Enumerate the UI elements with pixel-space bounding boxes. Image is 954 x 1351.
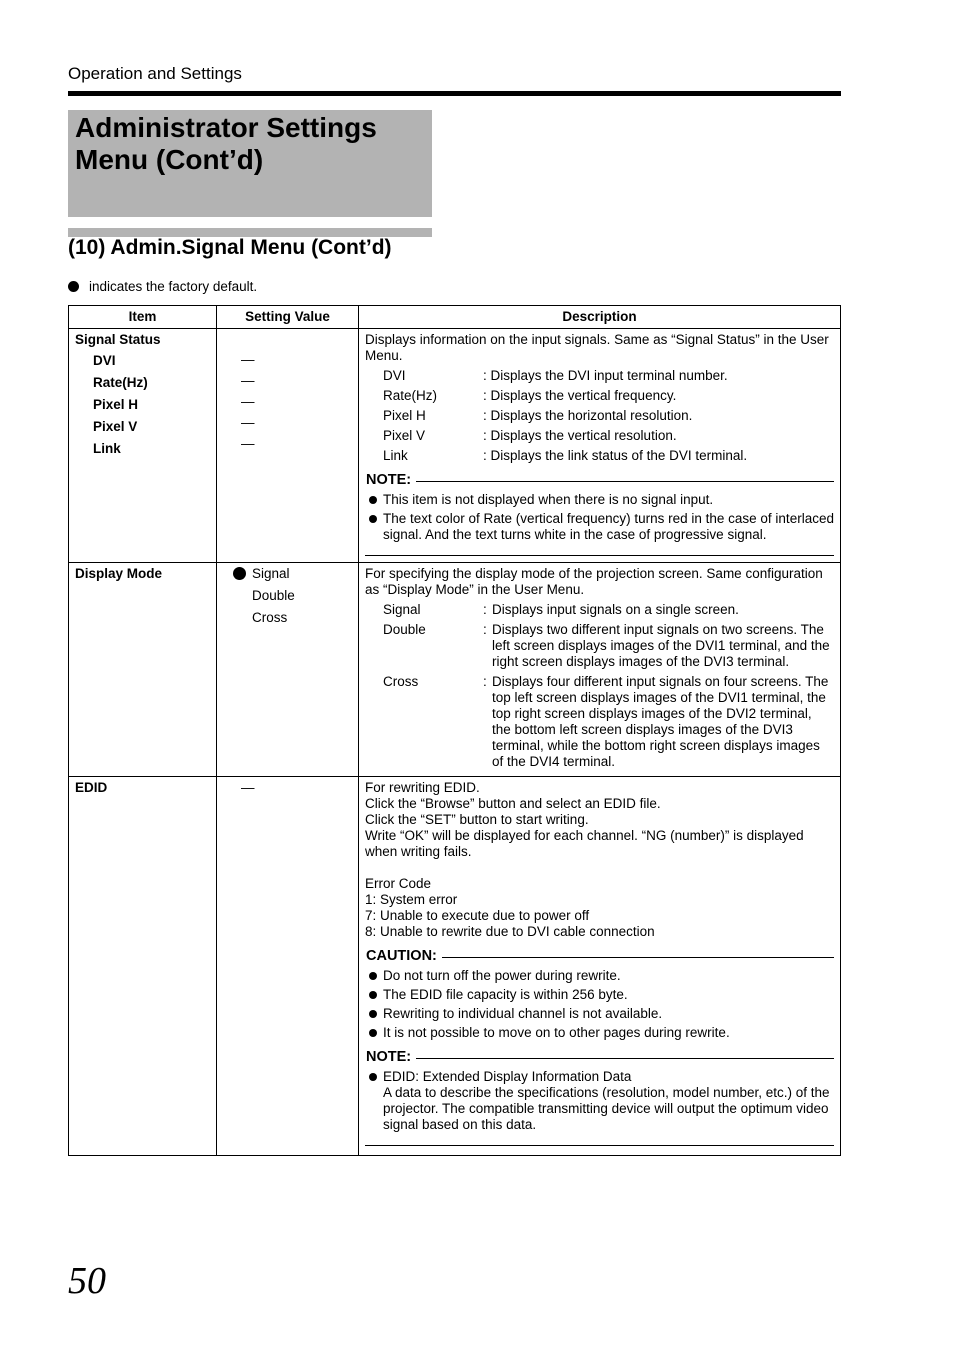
- page-title-line1: Administrator Settings: [75, 112, 377, 143]
- note-rule: [416, 481, 834, 482]
- definition-colon: :: [483, 622, 487, 637]
- option-double: [217, 585, 358, 607]
- definition-row: [365, 622, 834, 670]
- page-title: [75, 112, 377, 176]
- caution-item: The EDID file capacity is within 256 byte.: [365, 987, 834, 1003]
- definition-text: Displays four different input signals on four screens. The top left screen displays images of the DVI1 terminal, the top right screen displays images of the DVI2 terminal, the bottom left screen displays images of the DVI3 terminal, while the bottom right screen displays images of the DVI4 terminal.: [492, 674, 829, 769]
- option-label: Cross: [252, 610, 288, 625]
- sub-item-link: Link: [93, 441, 121, 456]
- legend: [68, 279, 257, 294]
- sub-item-pixel-h: Pixel H: [93, 397, 139, 412]
- error-code-line: 7: Unable to execute due to power off: [365, 908, 590, 923]
- definition-colon: :: [483, 602, 487, 617]
- caution-item: It is not possible to move on to other pages during rewrite.: [365, 1025, 834, 1041]
- caution-item: Rewriting to individual channel is not available.: [365, 1006, 834, 1022]
- edid-line: Click the “SET” button to start writing.: [365, 812, 589, 827]
- note-heading: [365, 1049, 834, 1065]
- note-label: NOTE:: [366, 472, 412, 488]
- definition-term: Pixel V: [383, 428, 426, 443]
- definition-row: [365, 428, 834, 444]
- definition-text: Displays input signals on a single screen.: [492, 602, 739, 617]
- option-cross: [217, 607, 358, 629]
- sub-item-pixel-v: Pixel V: [93, 419, 138, 434]
- option-label: Signal: [252, 566, 290, 581]
- definition-term: Double: [383, 622, 426, 637]
- value-cell: [217, 777, 359, 1156]
- definition-term: Signal: [383, 602, 421, 617]
- note-heading: [365, 472, 834, 488]
- sub-item-dvi: DVI: [93, 353, 116, 368]
- table-row: [69, 777, 841, 1156]
- option-label: Double: [252, 588, 295, 603]
- value-cell: [217, 563, 359, 777]
- page-number: 50: [68, 1260, 106, 1302]
- note-end-rule: [365, 555, 834, 556]
- definition-term: Pixel H: [383, 408, 426, 423]
- option-signal: [217, 563, 358, 585]
- description-cell: [359, 563, 841, 777]
- note-title: EDID: Extended Display Information Data: [383, 1069, 632, 1084]
- edid-line: Write “OK” will be displayed for each channel. “NG (number)” is displayed when writing fails.: [365, 828, 804, 859]
- page-title-line2: Menu (Cont’d): [75, 144, 264, 175]
- note-item: The text color of Rate (vertical frequency) turns red in the case of interlaced signal. And the text turns white in the case of progressive signal.: [365, 511, 834, 543]
- value-dash: —: [241, 436, 255, 451]
- subheading: (10) Admin.Signal Menu (Cont’d): [68, 236, 392, 259]
- default-dot-icon: [233, 567, 246, 580]
- value-dash: —: [241, 780, 255, 795]
- definition-text: : Displays the vertical resolution.: [483, 428, 677, 443]
- value-dash: —: [241, 373, 255, 388]
- value-dash: —: [241, 352, 255, 367]
- definition-row: [365, 674, 834, 770]
- section-label: Operation and Settings: [68, 64, 242, 83]
- header-setting-value: Setting Value: [217, 306, 359, 329]
- item-cell: [69, 777, 217, 1156]
- error-code-heading: Error Code: [365, 876, 432, 891]
- value-dash: —: [241, 415, 255, 430]
- item-cell: [69, 329, 217, 563]
- definition-text: Displays two different input signals on two screens. The left screen displays images of the DVI1 terminal, and the right screen displays images of the DVI3 terminal.: [492, 622, 830, 669]
- definition-text: : Displays the link status of the DVI terminal.: [483, 448, 748, 463]
- title-box: [68, 110, 432, 217]
- note-end-rule: [365, 1145, 834, 1146]
- header-description: Description: [359, 306, 841, 329]
- settings-table: [68, 305, 841, 1156]
- header-item: Item: [69, 306, 217, 329]
- item-display-mode: Display Mode: [75, 566, 163, 581]
- note-list: [365, 1069, 834, 1133]
- definition-term: Link: [383, 448, 408, 463]
- definition-text: : Displays the vertical frequency.: [483, 388, 677, 403]
- definition-row: [365, 388, 834, 404]
- edid-line: For rewriting EDID.: [365, 780, 480, 795]
- caution-item: Do not turn off the power during rewrite.: [365, 968, 834, 984]
- definition-text: : Displays the horizontal resolution.: [483, 408, 693, 423]
- sub-item-rate: Rate(Hz): [93, 375, 148, 390]
- note-item: [365, 1069, 834, 1133]
- definition-row: [365, 602, 834, 618]
- table-row: [69, 563, 841, 777]
- description-cell: [359, 777, 841, 1156]
- note-label: NOTE:: [366, 1049, 412, 1065]
- default-dot-icon: [68, 281, 79, 292]
- legend-text: indicates the factory default.: [89, 279, 258, 294]
- edid-line: Click the “Browse” button and select an EDID file.: [365, 796, 661, 811]
- caution-list: [365, 968, 834, 1041]
- definition-term: Cross: [383, 674, 419, 689]
- definition-term: DVI: [383, 368, 406, 383]
- definition-row: [365, 368, 834, 384]
- description-intro: Displays information on the input signals. Same as “Signal Status” in the User Menu.: [365, 332, 829, 363]
- definition-text: : Displays the DVI input terminal number.: [483, 368, 728, 383]
- table-header-row: [69, 306, 841, 329]
- header-rule: [68, 91, 841, 96]
- definition-row: [365, 408, 834, 424]
- item-edid: EDID: [75, 780, 108, 795]
- description-cell: [359, 329, 841, 563]
- note-rule: [416, 1058, 834, 1059]
- note-body: A data to describe the specifications (resolution, model number, etc.) of the projector. The compatible transmitting device will output the optimum video signal based on this data.: [383, 1085, 830, 1132]
- caution-rule: [442, 957, 834, 958]
- definition-colon: :: [483, 674, 487, 689]
- definition-term: Rate(Hz): [383, 388, 438, 403]
- value-dash: —: [241, 394, 255, 409]
- note-list: [365, 492, 834, 543]
- table-row: [69, 329, 841, 563]
- description-intro: For specifying the display mode of the projection screen. Same configuration as “Display Mode” in the User Menu.: [365, 566, 823, 597]
- note-item: This item is not displayed when there is no signal input.: [365, 492, 834, 508]
- item-signal-status: Signal Status: [75, 332, 161, 347]
- error-code-line: 1: System error: [365, 892, 458, 907]
- caution-label: CAUTION:: [366, 948, 437, 964]
- value-cell: [217, 329, 359, 563]
- item-cell: [69, 563, 217, 777]
- error-code-line: 8: Unable to rewrite due to DVI cable connection: [365, 924, 655, 939]
- caution-heading: [365, 948, 834, 964]
- definition-row: [365, 448, 834, 464]
